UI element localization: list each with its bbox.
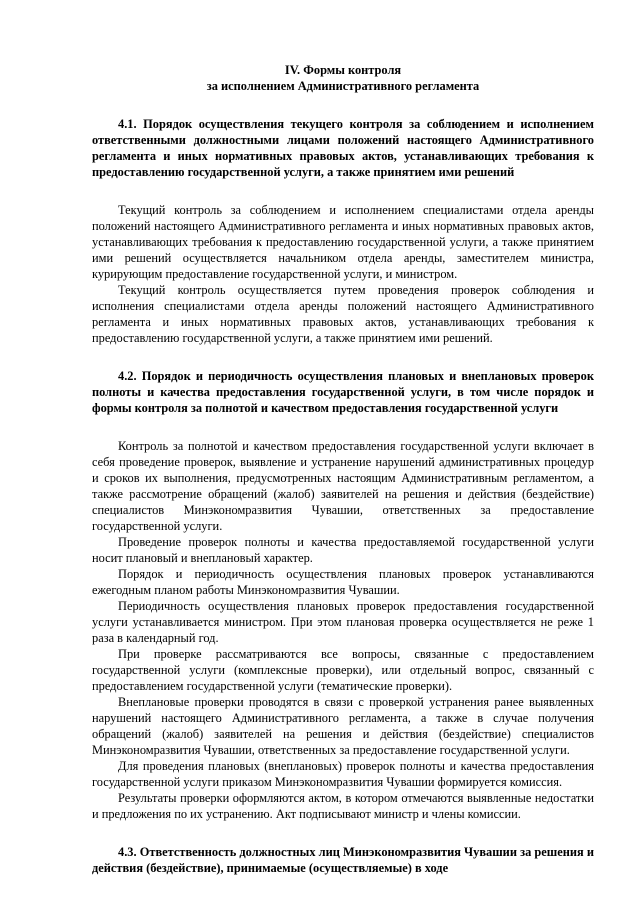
subsection-4-3-heading: 4.3. Ответственность должностных лиц Минэкономразвития Чувашии за решения и действия (бездействие), принимаемые (осуществляемые) в ходе	[92, 845, 594, 875]
paragraph: Периодичность осуществления плановых проверок предоставления государственной услуги устанавливается министром. При этом плановая проверка осуществляется не реже 1 раза в календарный год.	[92, 599, 594, 645]
paragraph: Текущий контроль за соблюдением и исполнением специалистами отдела аренды положений настоящего Административного регламента и иных нормативных правовых актов, устанавливающих требования к предоставлению государственной услуги, а также принятием ими решений осуществляется начальником отдела аренды, заместителем министра, курирующим предоставление государственной услуги, и министром.	[92, 203, 594, 281]
paragraph: Проведение проверок полноты и качества предоставляемой государственной услуги носит плановый и внеплановый характер.	[92, 535, 594, 565]
section-title-line-1: IV. Формы контроля	[284, 63, 402, 77]
section-title	[92, 62, 594, 94]
paragraph: Текущий контроль осуществляется путем проведения проверок соблюдения и исполнения специалистами отдела аренды положений настоящего Административного регламента и иных нормативных правовых актов, устанавливающих требования к предоставлению государственной услуги, а также принятием ими решений.	[92, 283, 594, 345]
paragraph: Внеплановые проверки проводятся в связи с проверкой устранения ранее выявленных нарушений настоящего Административного регламента, а также в случае получения обращений (жалоб) заявителей на решения и действия (бездействие) специалистов Минэкономразвития Чувашии, ответственных за предоставление государственной услуги.	[92, 695, 594, 757]
subsection-4-1-heading: 4.1. Порядок осуществления текущего контроля за соблюдением и исполнением ответственными должностными лицами положений настоящего Административного регламента и иных нормативных правовых актов, устанавливающих требования к предоставлению государственной услуги, а также принятием ими решений	[92, 117, 594, 179]
paragraph: Для проведения плановых (внеплановых) проверок полноты и качества предоставления государственной услуги приказом Минэкономразвития Чувашии формируется комиссия.	[92, 759, 594, 789]
subsection-4-2-heading: 4.2. Порядок и периодичность осуществления плановых и внеплановых проверок полноты и качества предоставления государственной услуги, в том числе порядок и формы контроля за полнотой и качеством предоставления государственной услуги	[92, 369, 594, 415]
paragraph: При проверке рассматриваются все вопросы, связанные с предоставлением государственной услуги (комплексные проверки), или отдельный вопрос, связанный с предоставлением государственной услуги (тематические проверки).	[92, 647, 594, 693]
section-title-line-2: за исполнением Административного регламента	[206, 79, 480, 93]
subsection-4-1-body	[92, 202, 594, 346]
subsection-4-2-body	[92, 438, 594, 822]
paragraph: Результаты проверки оформляются актом, в котором отмечаются выявленные недостатки и предложения по их устранению. Акт подписывают министр и члены комиссии.	[92, 791, 594, 821]
paragraph: Порядок и периодичность осуществления плановых проверок устанавливаются ежегодным планом работы Минэкономразвития Чувашии.	[92, 567, 594, 597]
paragraph: Контроль за полнотой и качеством предоставления государственной услуги включает в себя проведение проверок, выявление и устранение нарушений административных процедур и сроков их выполнения, предусмотренных настоящим Административным регламентом, а также рассмотрение обращений (жалоб) заявителей на решения и действия (бездействие) специалистов Минэкономразвития Чувашии, ответственных за предоставление государственной услуги.	[92, 439, 594, 533]
